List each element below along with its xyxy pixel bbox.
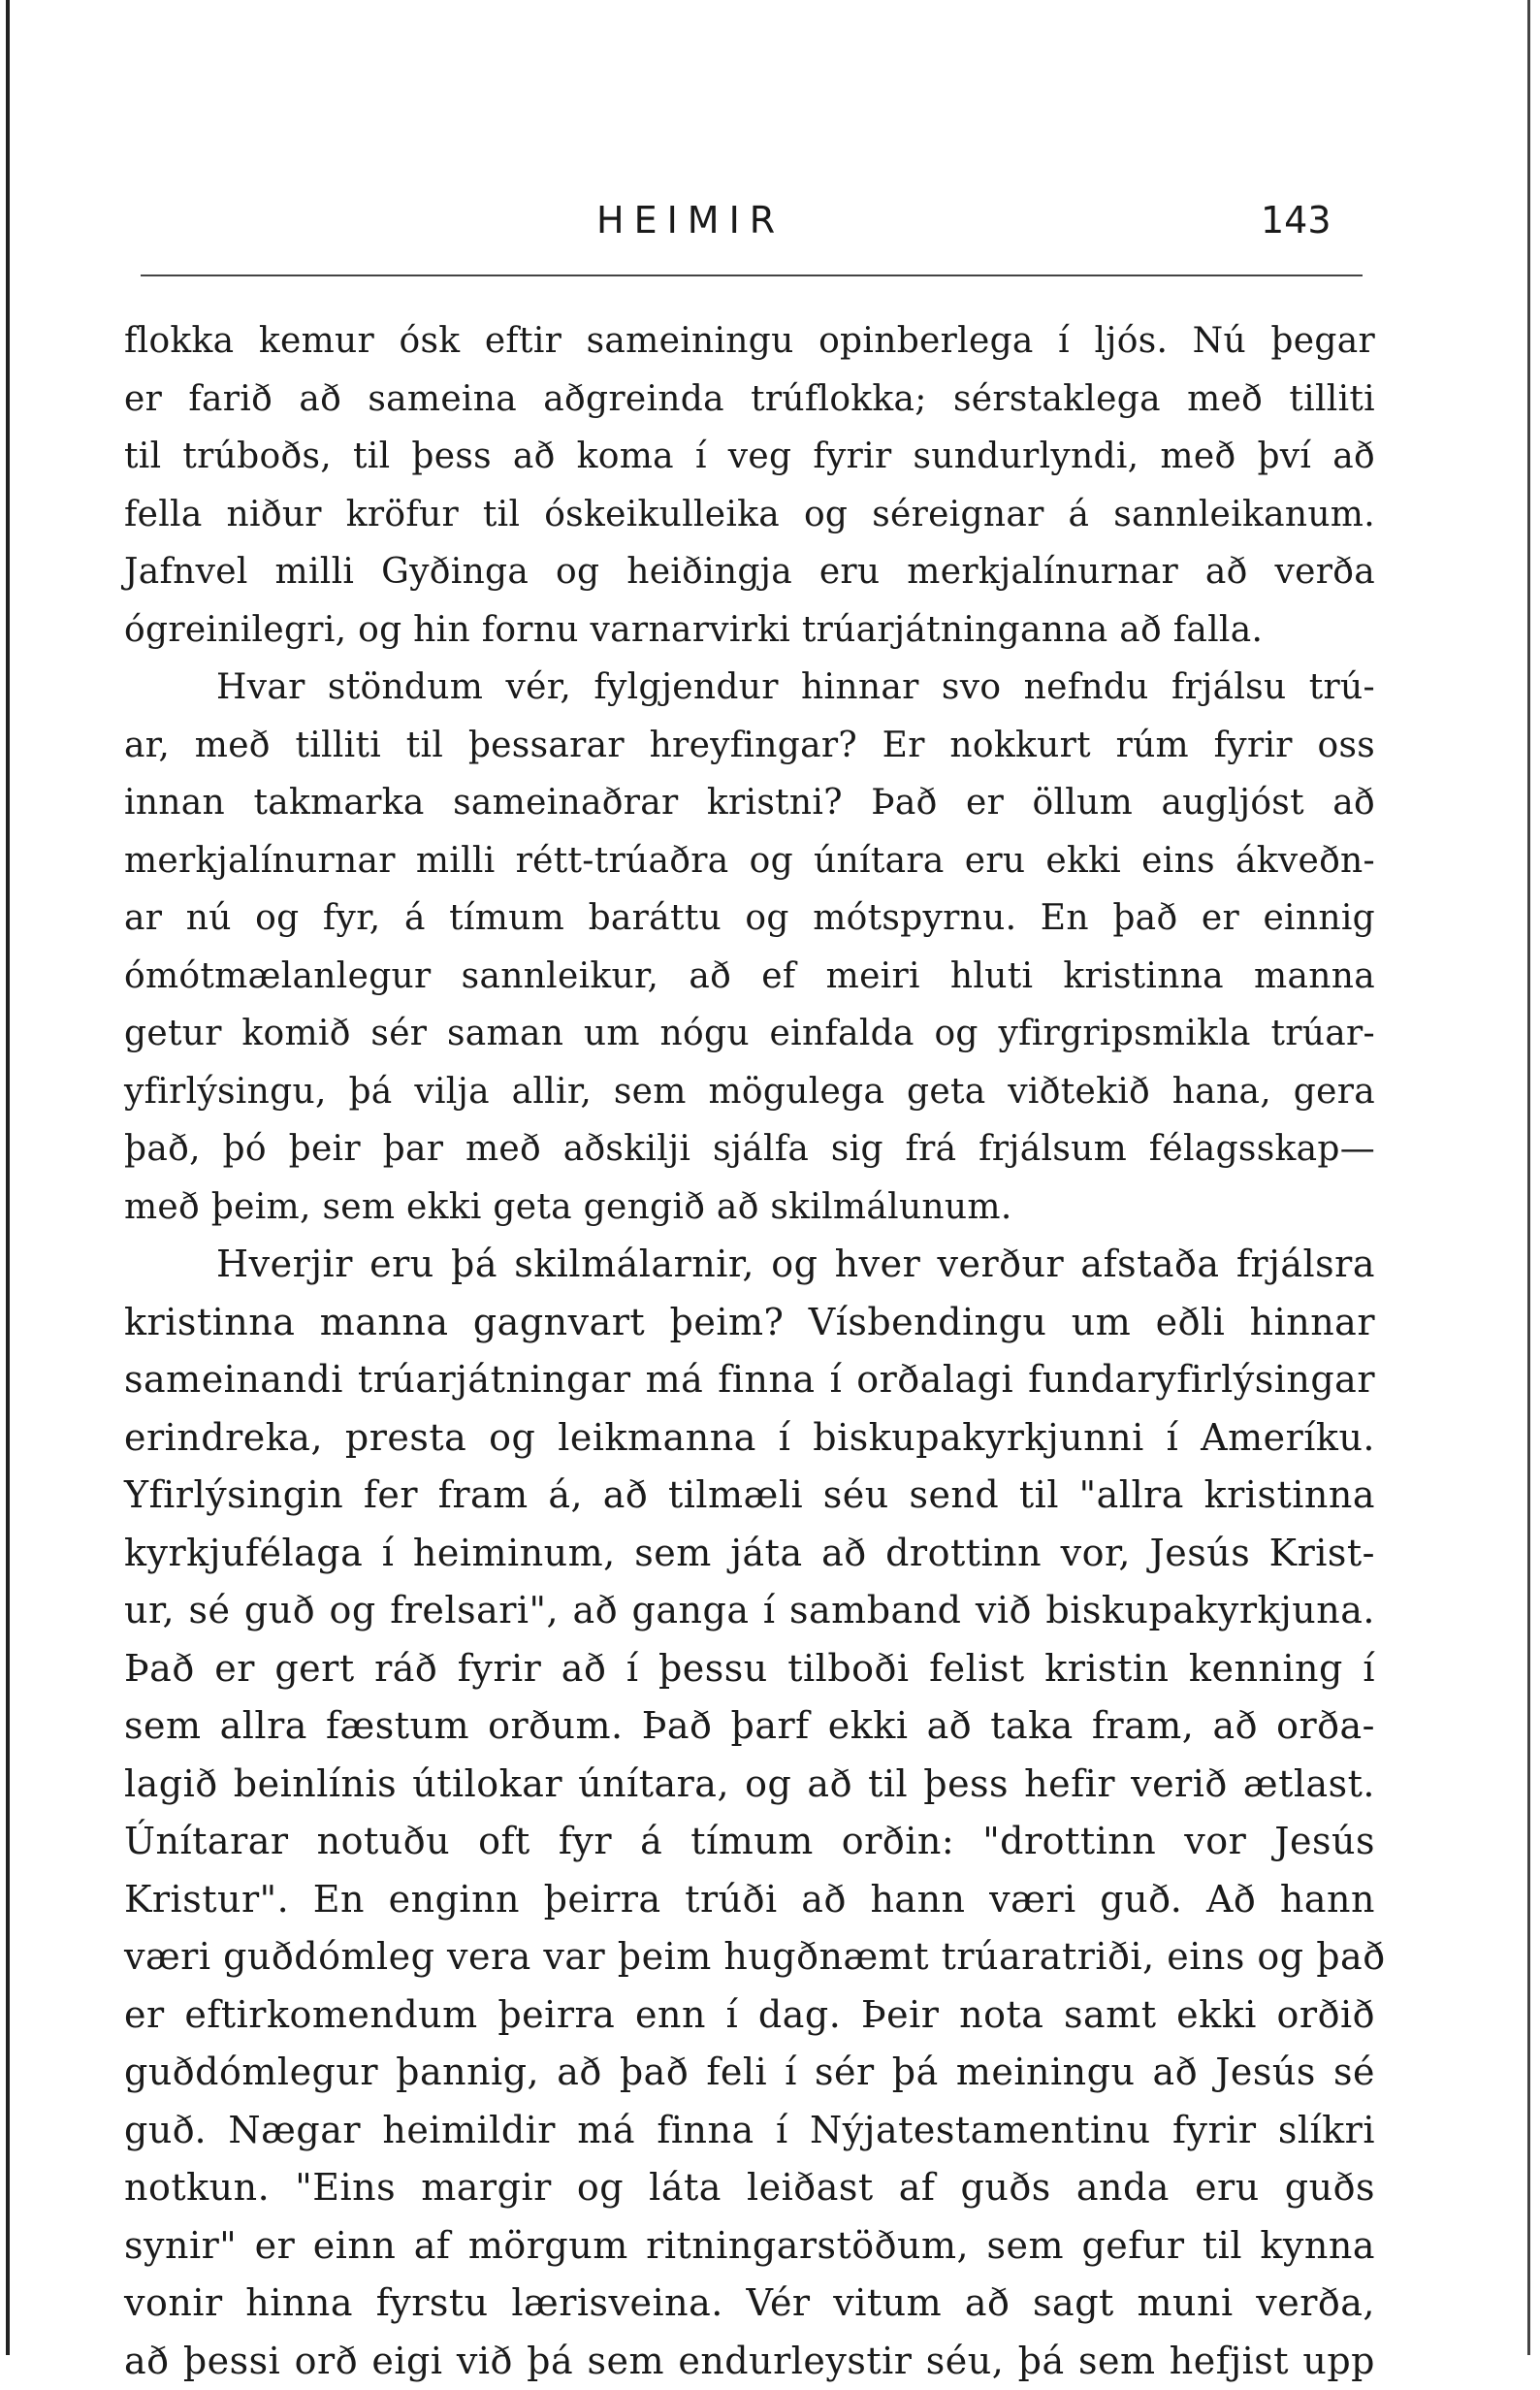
text-line: er farið að sameina aðgreinda trúflokka; sérstaklega með tilliti [124, 371, 1375, 429]
text-line: guðdómlegur þannig, að það feli í sér þá meiningu að Jesús sé [124, 2044, 1375, 2102]
text-line: Kristur". En enginn þeirra trúði að hann væri guð. Að hann [124, 1871, 1375, 1929]
text-line: lagið beinlínis útilokar únítara, og að til þess hefir verið ætlast. [124, 1756, 1375, 1814]
text-line: getur komið sér saman um nógu einfalda og yfirgripsmikla trúar- [124, 1005, 1375, 1063]
text-line: merkjalínurnar milli rétt-trúaðra og únítara eru ekki eins ákveðn- [124, 832, 1375, 890]
text-line: synir" er einn af mörgum ritningarstöðum, sem gefur til kynna [124, 2217, 1375, 2276]
text-line: yfirlýsingu, þá vilja allir, sem mögulega geta viðtekið hana, gera [124, 1063, 1375, 1121]
text-line: sameinandi trúarjátningar má finna í orðalagi fundaryfirlýsingar [124, 1351, 1375, 1409]
text-line: Yfirlýsingin fer fram á, að tilmæli séu send til "allra kristinna [124, 1467, 1375, 1525]
text-line: Það er gert ráð fyrir að í þessu tilboði felist kristin kenning í [124, 1640, 1375, 1698]
text-line: Hvar stöndum vér, fylgjendur hinnar svo nefndu frjálsu trú- [124, 659, 1375, 717]
text-line: Únítarar notuðu oft fyr á tímum orðin: "drottinn vor Jesús [124, 1813, 1375, 1871]
text-line: ógreinilegri, og hin fornu varnarvirki trúarjátninganna að falla. [124, 601, 1375, 660]
text-line: er eftirkomendum þeirra enn í dag. Þeir nota samt ekki orðið [124, 1986, 1375, 2045]
text-line: væri guðdómleg vera var þeim hugðnæmt trúaratriði, eins og það [124, 1928, 1375, 1986]
text-line: Jafnvel milli Gyðinga og heiðingja eru merkjalínurnar að verða [124, 543, 1375, 601]
text-line: ar, með tilliti til þessarar hreyfingar? Er nokkurt rúm fyrir oss [124, 717, 1375, 775]
paragraph-3 [124, 1236, 1375, 2390]
text-line: vonir hinna fyrstu lærisveina. Vér vitum að sagt muni verða, [124, 2275, 1375, 2333]
text-line: ar nú og fyr, á tímum baráttu og mótspyrnu. En það er einnig [124, 889, 1375, 948]
running-title: HEIMIR [596, 199, 785, 242]
text-line: innan takmarka sameinaðrar kristni? Það er öllum augljóst að [124, 774, 1375, 832]
text-line: flokka kemur ósk eftir sameiningu opinberlega í ljós. Nú þegar [124, 312, 1375, 371]
text-line: það, þó þeir þar með aðskilji sjálfa sig frá frjálsum félagsskap— [124, 1120, 1375, 1179]
paragraph-1 [124, 312, 1375, 659]
text-line: til trúboðs, til þess að koma í veg fyrir sundurlyndi, með því að [124, 428, 1375, 486]
text-line: ómótmælanlegur sannleikur, að ef meiri hluti kristinna manna [124, 948, 1375, 1006]
header-rule [141, 275, 1363, 276]
text-line: kristinna manna gagnvart þeim? Vísbendingu um eðli hinnar [124, 1294, 1375, 1352]
text-line: fella niður kröfur til óskeikulleika og séreignar á sannleikanum. [124, 486, 1375, 544]
text-line: notkun. "Eins margir og láta leiðast af guðs anda eru guðs [124, 2159, 1375, 2217]
text-line: kyrkjufélaga í heiminum, sem játa að drottinn vor, Jesús Krist- [124, 1525, 1375, 1583]
text-line: erindreka, presta og leikmanna í biskupakyrkjunni í Ameríku. [124, 1409, 1375, 1468]
page-number: 143 [1261, 199, 1331, 242]
body-text [124, 312, 1375, 2390]
left-scan-edge [6, 0, 10, 2355]
paragraph-2 [124, 659, 1375, 1236]
right-scan-edge [1527, 0, 1530, 2355]
text-line: Hverjir eru þá skilmálarnir, og hver verður afstaða frjálsra [124, 1236, 1375, 1294]
text-line: með þeim, sem ekki geta gengið að skilmálunum. [124, 1179, 1375, 1237]
text-line: guð. Nægar heimildir má finna í Nýjatestamentinu fyrir slíkri [124, 2102, 1375, 2160]
text-line: ur, sé guð og frelsari", að ganga í samband við biskupakyrkjuna. [124, 1582, 1375, 1640]
text-line: að þessi orð eigi við þá sem endurleystir séu, þá sem hefjist upp [124, 2333, 1375, 2390]
text-line: sem allra fæstum orðum. Það þarf ekki að taka fram, að orða- [124, 1697, 1375, 1756]
